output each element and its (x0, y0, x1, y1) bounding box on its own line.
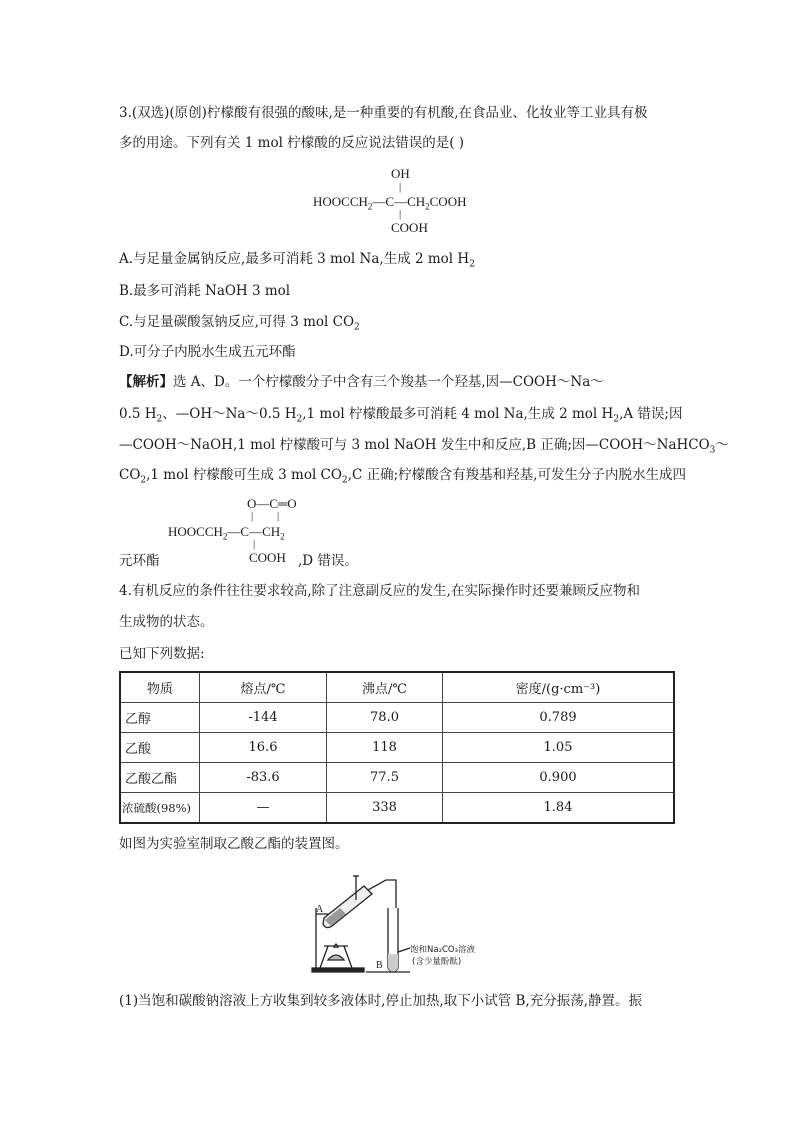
table-cell: 乙酸 (120, 733, 200, 763)
table-row (120, 763, 674, 793)
q4-subquestion-1: (1)当饱和碳酸钠溶液上方收集到较多液体时,停止加热,取下小试管 B,充分振荡,静置。振 (119, 993, 642, 1009)
option-d: D.可分子内脱水生成五元环酯 (119, 344, 296, 360)
table-cell: 浓硫酸(98%) (120, 793, 200, 824)
table-cell: 118 (327, 733, 443, 763)
table-cell: 77.5 (327, 763, 443, 793)
table-row (120, 733, 674, 763)
table-cell: 乙醇 (120, 703, 200, 733)
analysis-line2: 0.5 $H_2$、—OH～Na～0.5 $H_2,1$ mol 柠檬酸最多可消耗 4 mol Na,生成 2 mol $H_2,A$ 错误;因 (119, 406, 683, 425)
option-c: C.与足量碳酸氢钠反应,可得 3 mol $CO_2$ (119, 314, 360, 333)
table-cell: 0.900 (443, 763, 675, 793)
structure-bond-bottom: | (399, 208, 402, 220)
q4-stem-line2: 生成物的状态。 (119, 614, 214, 630)
q4-stem-line1: 4.有机反应的条件往往要求较高,除了注意副反应的发生,在实际操作时还要兼顾反应物和 (119, 583, 640, 599)
lactone-bond-right: | (277, 510, 280, 522)
table-row (120, 703, 674, 733)
q3-stem-line2: 多的用途。下列有关 1 mol 柠檬酸的反应说法错误的是( ) (119, 135, 465, 151)
analysis-line5-start: 元环酯 (119, 553, 160, 569)
table-cell: 78.0 (327, 703, 443, 733)
lactone-cooh: COOH (249, 550, 286, 565)
structure-cooh: COOH (391, 220, 428, 235)
lactone-bond-left: | (251, 510, 254, 522)
table-header: 物质 (120, 672, 200, 703)
table-header: 熔点/℃ (200, 672, 327, 703)
label-b: B (376, 960, 383, 971)
figure-intro: 如图为实验室制取乙酸乙酯的装置图。 (119, 836, 349, 852)
q4-data-intro: 已知下列数据: (119, 646, 205, 662)
analysis-label: 【解析】 (119, 374, 173, 390)
label-a: A (316, 904, 324, 915)
table-row (120, 793, 674, 824)
table-cell: -144 (200, 703, 327, 733)
lactone-main-chain: $HOOCCH_2—C—CH_2$ (168, 524, 285, 542)
lactone-top: O—C═O (247, 496, 297, 511)
table-cell: — (200, 793, 327, 824)
figure-note-phenolphthalein: (含少量酚酞) (412, 957, 462, 967)
structure-main-chain: $HOOCCH_2—C—CH_2COOH$ (313, 194, 467, 212)
analysis-line3: —COOH～NaOH,1 mol 柠檬酸可与 3 mol NaOH 发生中和反应,B 正确;因—COOH～NaHCO$_3$～ (119, 437, 729, 456)
structure-oh: OH (391, 166, 410, 181)
structure-bond-top: | (399, 181, 402, 193)
table-cell: 0.789 (443, 703, 675, 733)
table-header-row (120, 672, 674, 703)
table-cell: -83.6 (200, 763, 327, 793)
table-header: 沸点/℃ (327, 672, 443, 703)
analysis-line5-end: ,D 错误。 (298, 553, 358, 569)
table-cell: 乙酸乙酯 (120, 763, 200, 793)
option-a: A.与足量金属钠反应,最多可消耗 3 mol Na,生成 2 mol $H_2$ (119, 251, 475, 270)
apparatus-figure (306, 868, 496, 978)
data-table (119, 671, 675, 824)
table-cell: 1.05 (443, 733, 675, 763)
table-cell: 338 (327, 793, 443, 824)
table-cell: 1.84 (443, 793, 675, 824)
table-header: 密度/(g·cm⁻³) (443, 672, 675, 703)
figure-note-solution: 饱和Na₂CO₃溶液 (410, 945, 476, 955)
option-b: B.最多可消耗 NaOH 3 mol (119, 283, 291, 299)
q3-stem-line1: 3.(双选)(原创)柠檬酸有很强的酸味,是一种重要的有机酸,在食品业、化妆业等工业具有极 (119, 105, 648, 121)
table-cell: 16.6 (200, 733, 327, 763)
analysis-line4: $CO_2,1$ mol 柠檬酸可生成 3 mol $CO_2,C$ 正确;柠檬酸含有羧基和羟基,可发生分子内脱水生成四 (119, 467, 686, 486)
analysis-line1: 【解析】选 A、D。一个柠檬酸分子中含有三个羧基一个羟基,因—COOH～Na～ (119, 374, 604, 390)
lactone-bond-bottom: | (253, 538, 256, 550)
